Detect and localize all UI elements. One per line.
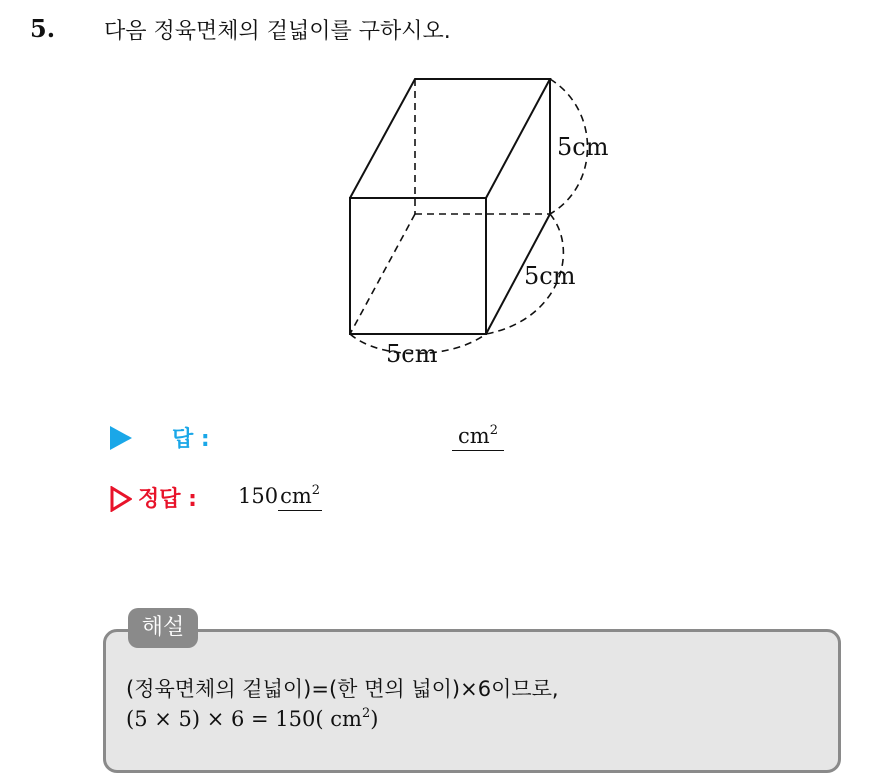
correct-answer-unit: cm xyxy=(280,484,312,508)
solution-line-2-prefix: (5 × 5) × 6 = 150( cm xyxy=(126,707,362,731)
cube-front-face xyxy=(350,198,486,334)
solution-line-1: (정육면체의 겉넓이)=(한 면의 넓이)×6이므로, xyxy=(126,677,559,701)
cube-hidden-diagonal xyxy=(350,214,415,334)
play-triangle-icon xyxy=(110,426,132,450)
question-text: 다음 정육면체의 겉넓이를 구하시오. xyxy=(104,19,451,44)
edge-label-width: 5cm xyxy=(386,340,438,368)
edge-label-height: 5cm xyxy=(557,133,609,161)
answer-blank[interactable] xyxy=(452,424,504,451)
correct-answer-value: 150 xyxy=(238,484,279,508)
cube-top-face xyxy=(350,79,550,198)
solution-tag: 해설 xyxy=(128,608,198,648)
correct-answer-label: 정답 : xyxy=(138,487,197,512)
edge-label-depth: 5cm xyxy=(524,262,576,290)
correct-answer-unit-group xyxy=(278,484,322,511)
correct-answer-value-group xyxy=(238,484,322,508)
answer-label: 답 : xyxy=(172,427,210,452)
correct-answer-unit-exponent: 2 xyxy=(311,483,321,498)
solution-line-2 xyxy=(126,707,378,731)
outline-triangle-icon xyxy=(110,486,132,512)
answer-unit-exponent: 2 xyxy=(489,423,498,438)
question-number: 5. xyxy=(30,14,56,43)
answer-unit: cm xyxy=(458,424,490,448)
solution-line-2-suffix: ) xyxy=(370,707,379,731)
solution-line-2-exponent: 2 xyxy=(361,706,371,721)
